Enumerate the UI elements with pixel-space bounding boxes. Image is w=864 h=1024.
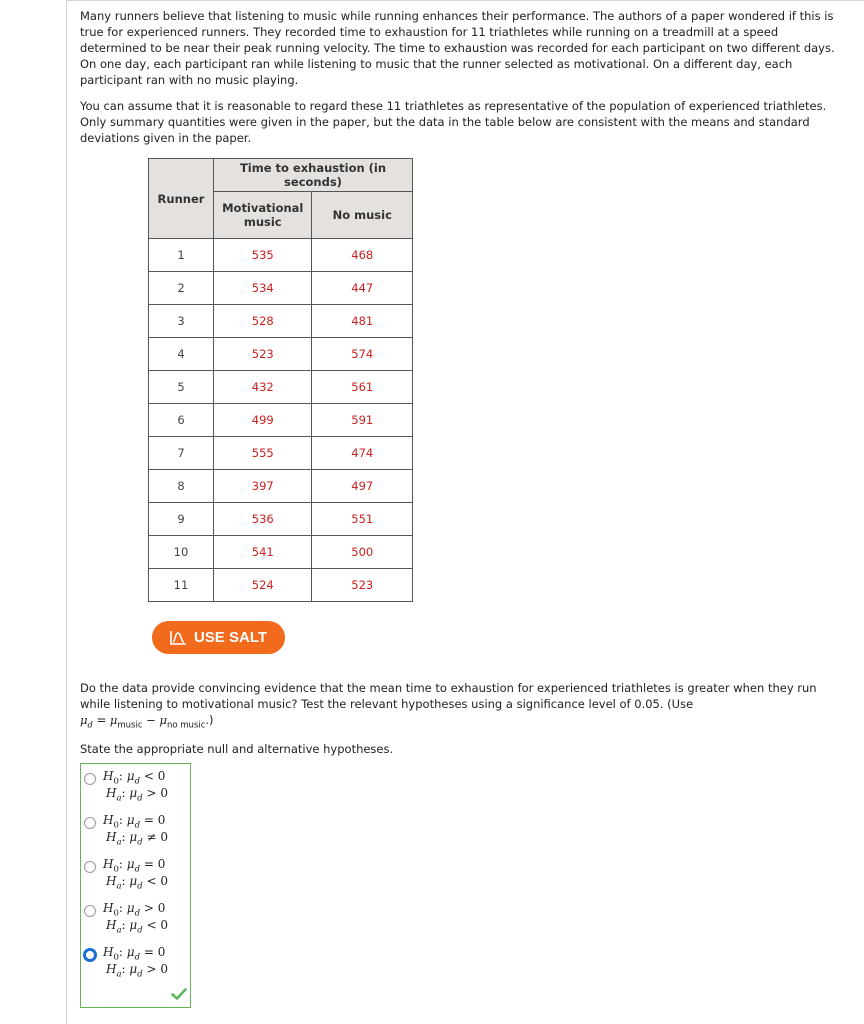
- checkmark-icon: [171, 988, 187, 1000]
- hypothesis-option[interactable]: [84, 812, 188, 850]
- null-hypothesis: $H_0$: $\mu_d = 0$: [103, 857, 166, 875]
- table-row: [149, 371, 413, 404]
- alternative-hypothesis: $H_a$: $\mu_d > 0$: [106, 786, 169, 804]
- runner-cell: 10: [149, 536, 214, 569]
- null-hypothesis: $H_0$: $\mu_d > 0$: [103, 901, 166, 919]
- music-cell: 523: [214, 338, 312, 371]
- nomusic-cell: 447: [312, 272, 413, 305]
- runner-header: Runner: [149, 159, 214, 239]
- table-row: [149, 239, 413, 272]
- instruction-text: State the appropriate null and alternative hypotheses.: [80, 742, 394, 756]
- runner-cell: 1: [149, 239, 214, 272]
- music-cell: 536: [214, 503, 312, 536]
- null-hypothesis: $H_0$: $\mu_d < 0$: [103, 769, 166, 787]
- hypothesis-option[interactable]: [84, 944, 188, 982]
- nomusic-cell: 468: [312, 239, 413, 272]
- nomusic-cell: 500: [312, 536, 413, 569]
- nomusic-cell: 574: [312, 338, 413, 371]
- assumption-paragraph: You can assume that it is reasonable to regard these 11 triathletes as representative of the population of experienced triathletes. Only summary quantities were given in the paper, but the data in the table below are consistent with the means and standard deviations given in the paper.: [80, 99, 827, 145]
- runner-cell: 3: [149, 305, 214, 338]
- radio-button[interactable]: [84, 861, 96, 873]
- radio-button[interactable]: [83, 948, 97, 962]
- nomusic-cell: 481: [312, 305, 413, 338]
- alternative-hypothesis: $H_a$: $\mu_d > 0$: [106, 962, 169, 980]
- nomusic-cell: 591: [312, 404, 413, 437]
- music-cell: 528: [214, 305, 312, 338]
- runner-cell: 9: [149, 503, 214, 536]
- nomusic-cell: 474: [312, 437, 413, 470]
- hypothesis-option[interactable]: [84, 856, 188, 894]
- intro-paragraph: Many runners believe that listening to music while running enhances their performance. The authors of a paper wondered if this is true for experienced runners. They recorded time to exhaustion for 11 triathletes while running on a treadmill at a speed determined to be near their peak running velocity. The time to exhaustion was recorded for each participant on two different days. On one day, each participant ran while listening to music that the runner selected as motivational. On a different day, each participant ran with no music playing.: [80, 9, 835, 87]
- table-row: [149, 470, 413, 503]
- table-row: [149, 338, 413, 371]
- nomusic-cell: 497: [312, 470, 413, 503]
- alternative-hypothesis: $H_a$: $\mu_d < 0$: [106, 918, 169, 936]
- music-cell: 432: [214, 371, 312, 404]
- table-row: [149, 569, 413, 602]
- table-row: [149, 272, 413, 305]
- runner-cell: 2: [149, 272, 214, 305]
- music-cell: 397: [214, 470, 312, 503]
- nomusic-cell: 523: [312, 569, 413, 602]
- table-row: [149, 437, 413, 470]
- question-text: [80, 680, 840, 733]
- table-row: [149, 404, 413, 437]
- motivational-music-header: Motivational music: [214, 192, 312, 239]
- group-header: Time to exhaustion (in seconds): [214, 159, 413, 192]
- music-cell: 499: [214, 404, 312, 437]
- music-cell: 535: [214, 239, 312, 272]
- nomusic-cell: 551: [312, 503, 413, 536]
- radio-button[interactable]: [84, 817, 96, 829]
- runner-cell: 4: [149, 338, 214, 371]
- data-table: [148, 158, 413, 602]
- null-hypothesis: $H_0$: $\mu_d = 0$: [103, 813, 166, 831]
- radio-button[interactable]: [84, 773, 96, 785]
- hypothesis-option[interactable]: [84, 768, 188, 806]
- table-row: [149, 503, 413, 536]
- hypothesis-options: [80, 763, 191, 1008]
- salt-chart-icon: [170, 630, 187, 645]
- table-row: [149, 305, 413, 338]
- runner-cell: 6: [149, 404, 214, 437]
- runner-cell: 8: [149, 470, 214, 503]
- no-music-header: No music: [312, 192, 413, 239]
- music-cell: 541: [214, 536, 312, 569]
- question-line-2: while listening to motivational music? Test the relevant hypotheses using a significance level of 0.05. (Use: [80, 697, 694, 711]
- runner-cell: 5: [149, 371, 214, 404]
- runner-cell: 11: [149, 569, 214, 602]
- music-cell: 534: [214, 272, 312, 305]
- music-cell: 524: [214, 569, 312, 602]
- question-line-3: $\mu_d = \mu_{music} - \mu_{no music}$.): [80, 713, 214, 731]
- music-cell: 555: [214, 437, 312, 470]
- null-hypothesis: $H_0$: $\mu_d = 0$: [103, 945, 166, 963]
- nomusic-cell: 561: [312, 371, 413, 404]
- use-salt-label: USE SALT: [193, 629, 268, 646]
- runner-cell: 7: [149, 437, 214, 470]
- question-line-1: Do the data provide convincing evidence that the mean time to exhaustion for experienced triathletes is greater when they run: [80, 681, 817, 695]
- alternative-hypothesis: $H_a$: $\mu_d < 0$: [106, 874, 169, 892]
- hypothesis-option[interactable]: [84, 900, 188, 938]
- alternative-hypothesis: $H_a$: $\mu_d \ne 0$: [106, 830, 169, 848]
- table-row: [149, 536, 413, 569]
- use-salt-button[interactable]: [152, 621, 285, 654]
- radio-button[interactable]: [84, 905, 96, 917]
